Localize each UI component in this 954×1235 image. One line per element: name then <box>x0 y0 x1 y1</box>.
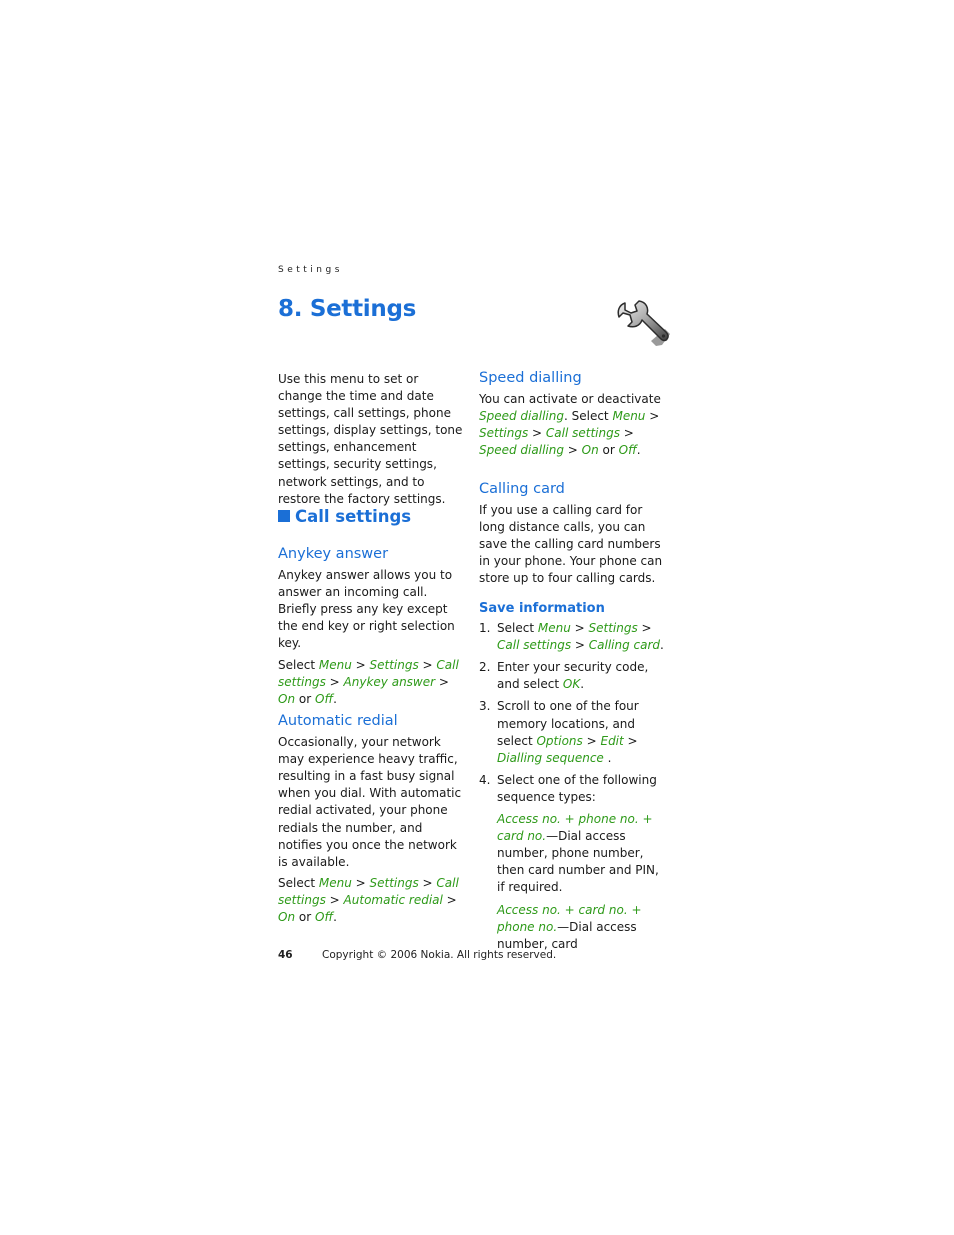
automatic-redial-section <box>278 713 466 926</box>
save-information-section <box>479 600 667 953</box>
speed-dialling-section <box>479 370 667 459</box>
sequence-type-option: Access no. + phone no. + card no.—Dial access number, phone number, then card number and PIN, if required. <box>497 812 659 895</box>
automatic-redial-heading: Automatic redial <box>278 713 398 729</box>
anykey-answer-body: Anykey answer allows you to answer an incoming call. Briefly press any key except the end key or right selection key. <box>278 568 455 651</box>
speed-dialling-heading: Speed dialling <box>479 370 582 386</box>
calling-card-section <box>479 481 667 588</box>
intro-paragraph: Use this menu to set or change the time and date settings, call settings, phone settings, display settings, tone settings, enhancement settings, security settings, network settings, and to restore the factory settings. <box>278 372 463 506</box>
automatic-redial-body: Occasionally, your network may experience heavy traffic, resulting in a fast busy signal when you dial. With automatic redial activated, your phone redials the number, and notifies you once the network is available. <box>278 735 462 869</box>
speed-dialling-body: You can activate or deactivate Speed dialling. Select Menu > Settings > Call settings > Speed dialling > On or Off. <box>479 392 661 458</box>
call-settings-heading: Call settings <box>278 508 466 525</box>
call-settings-section <box>278 508 466 525</box>
copyright-notice: Copyright © 2006 Nokia. All rights reserved. <box>322 949 557 961</box>
automatic-redial-path: Select Menu > Settings > Call settings > Automatic redial > On or Off. <box>278 875 459 925</box>
chapter-title: 8. Settings <box>278 296 417 322</box>
step-item: 2. Enter your security code, and select OK. <box>479 660 649 692</box>
anykey-answer-section <box>278 546 466 708</box>
anykey-answer-path: Select Menu > Settings > Call settings > Anykey answer > On or Off. <box>278 657 459 706</box>
step-item: 4. Select one of the following sequence types: <box>479 772 657 804</box>
anykey-answer-heading: Anykey answer <box>278 546 389 562</box>
calling-card-body: If you use a calling card for long distance calls, you can save the calling card numbers in your phone. Your phone can store up to four calling cards. <box>479 503 663 586</box>
save-information-steps <box>479 620 667 806</box>
section-marker-icon <box>278 510 290 522</box>
running-head: Settings <box>278 265 343 275</box>
calling-card-heading: Calling card <box>479 481 565 497</box>
sequence-type-option: Access no. + card no. + phone no.—Dial access number, card <box>497 902 642 951</box>
step-item: 3. Scroll to one of the four memory locations, and select Options > Edit > Dialling sequence . <box>479 699 639 765</box>
page-number: 46 <box>278 949 293 961</box>
step-item: 1. Select Menu > Settings > Call settings > Calling card. <box>479 621 664 653</box>
wrench-icon <box>615 300 671 350</box>
save-information-heading: Save information <box>479 601 605 616</box>
